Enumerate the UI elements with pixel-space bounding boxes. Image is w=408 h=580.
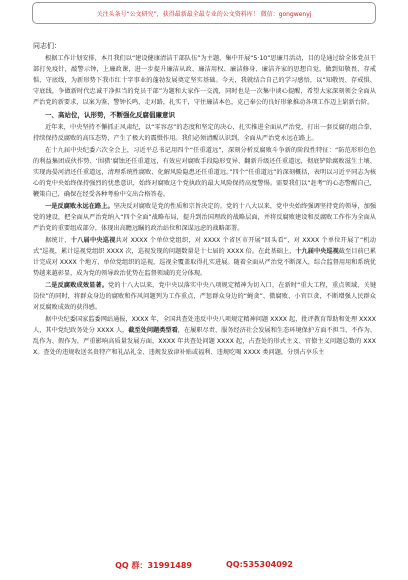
paragraph-situation: 近年来，中央坚持不懈抓正风肃纪，以“零容忍”的态度和坚定的决心，扎实推进全面从严治党，打出一套反腐的组合拳，持续保持反腐败的高压态势，产生了极大的震慑作用。我们必须清醒认识到，全面从严治党永远在路上。 — [33, 124, 376, 142]
bold-phrase: 截至处问题类型看 — [128, 327, 178, 334]
promo-banner-text: 关注头条号“公文研究”，获得最新最全最专业的公文资料库！ 微信：gongwenyj — [96, 10, 312, 18]
paragraph-report-stats — [33, 314, 376, 358]
paragraph-text: 据中央纪委国家监委网站通报，XXXX 年，全国共查处违反中央八项规定精神问题 XXXX 起，批评教育帮助和处理 XXXX 人，其中党纪政务处分 XXXX 人， — [33, 316, 376, 334]
section-heading-1: 一、高站位，认形势，不断强化反腐倡廉意识 — [45, 111, 175, 119]
bold-phrase: 十八届中央巡视 — [70, 237, 116, 244]
paragraph-text: 党的十八大以来，党中央以落实中央八项规定精神为切入口，在新时“重大工程，重点领域、关键岗位”的同时，将群众身边的腐败和作风问题列为工作重点，严惩群众身边的“蝇贪”、微腐败、小官巨贪，不断增强人民群众对反腐败成效的获得感。 — [33, 282, 376, 311]
paragraph-anticorruption-road — [33, 201, 376, 234]
lead-phrase: 一是反腐败永远在路上。 — [45, 203, 114, 210]
promo-banner — [32, 2, 376, 24]
paragraph-four-tasks: 在十九届中央纪委六次全会上，习近平总书记用四个“任重道远”，深刻分析反腐败斗争新的阶段性特征：“防范形形色色的利益集团成伙作势、‘围猎’腐蚀还任重道远，有效应对腐败手段隐形变异、翻新升级还任重道远，彻底铲除腐败滋生土壤、实现海晏河清还任重道远，清理系统性腐败、化解风险隐患还任重道远。”四个“任重道远”的深刻概括，表明以习近平同志为核心的党中央始终保持强烈的忧患意识，始终对腐败这个党执政的最大风险保持高度警惕。需要我们以“赶考”的心态警醒自己，鞭策自己，确保在经受各种考验中交出合格答卷。 — [33, 147, 376, 198]
contact-footer — [0, 560, 408, 576]
paragraph-text: ，在履职尽责、服务经济社会发展和生态环境保护方面不担当、不作为、乱作为、假作为，严重影响高质量发展方面，XXXX 年共查处问题 XXXX 起，占查处的形式主义、官僚主义问题总数的 XXXX。查处的违规收送名贵特产和礼品礼金、违规发放津补贴或福利、违规吃喝 XXXX 类问题，分别占享乐主 — [33, 327, 376, 356]
paragraph-inspection-stats — [33, 235, 376, 279]
paragraph-text: 截至目前已累计完成对 XXXX 个地方、单位党组织的巡视，巡视全覆盖取得扎实进展。随着全面从严治党不断深入，综合监督用用和系统优势越来越彰显，成为党的领导政治优势在监督领域的充分体现。 — [33, 248, 376, 277]
paragraph-text: 共对 XXXX 个单位党组织，对 XXXX 个省区市开展“回头看”，对 XXXX 个单位开展了“机动式”巡视，累计巡视党组织 XXXX 次，巡视发现的问题数量是十七届的 XXXX 倍。在此基础上， — [33, 237, 376, 255]
lead-phrase: 二是反腐败成效显著。 — [45, 282, 109, 289]
paragraph-text: 据统计， — [45, 237, 71, 244]
greeting: 同志们： — [33, 42, 61, 50]
bold-phrase: 十九届中央巡视 — [295, 248, 339, 255]
qq-group: QQ 群：31991489 — [115, 561, 192, 570]
paragraph-text: 坚决反对腐败是党的性质和宗旨决定的。党的十八大以来，党中央始终强调坚持党的领导，加强党的建设，把全面从严治党纳入“四个全面”战略布局，提升到治国理政的战略层面，并将反腐败建设和反腐败工作作为全面从严治党的重要组成部分，体现出高瞻远瞩的政治站位和深谋远虑的战略部署。 — [33, 203, 376, 232]
paragraph-results — [33, 280, 376, 313]
paragraph-intro: 根据工作计划安排，本月我们以“建设健康清洁干部队伍”为主题，集中开展“5·10”思廉月活动，目的是通过给全体党员干部打免疫针，敲警示钟，上廉政课，进一步提升廉洁从政、廉洁用权、廉洁修身、廉洁齐家的思想自觉，做到知敬畏、存戒惧、守底线，为新形势下我市红十字事业的蓬勃发展奠定坚实基础。今天，我就结合自己的学习感悟，以“知敬畏、存戒惧、守底线，争做新时代忠诚干净担当的党员干部”为题和大家作一交流，同时也是一次集中谈心提醒，希望大家深刻领会全面从严治党的新要求，以案为鉴，警钟长鸣，走对路，扎实干，守住廉洁本色，克己奉公的良好形象推动各项工作迈上崭新台阶。 — [33, 55, 376, 106]
qq-number: QQ:535304092 — [226, 560, 293, 569]
document-body — [33, 40, 376, 542]
